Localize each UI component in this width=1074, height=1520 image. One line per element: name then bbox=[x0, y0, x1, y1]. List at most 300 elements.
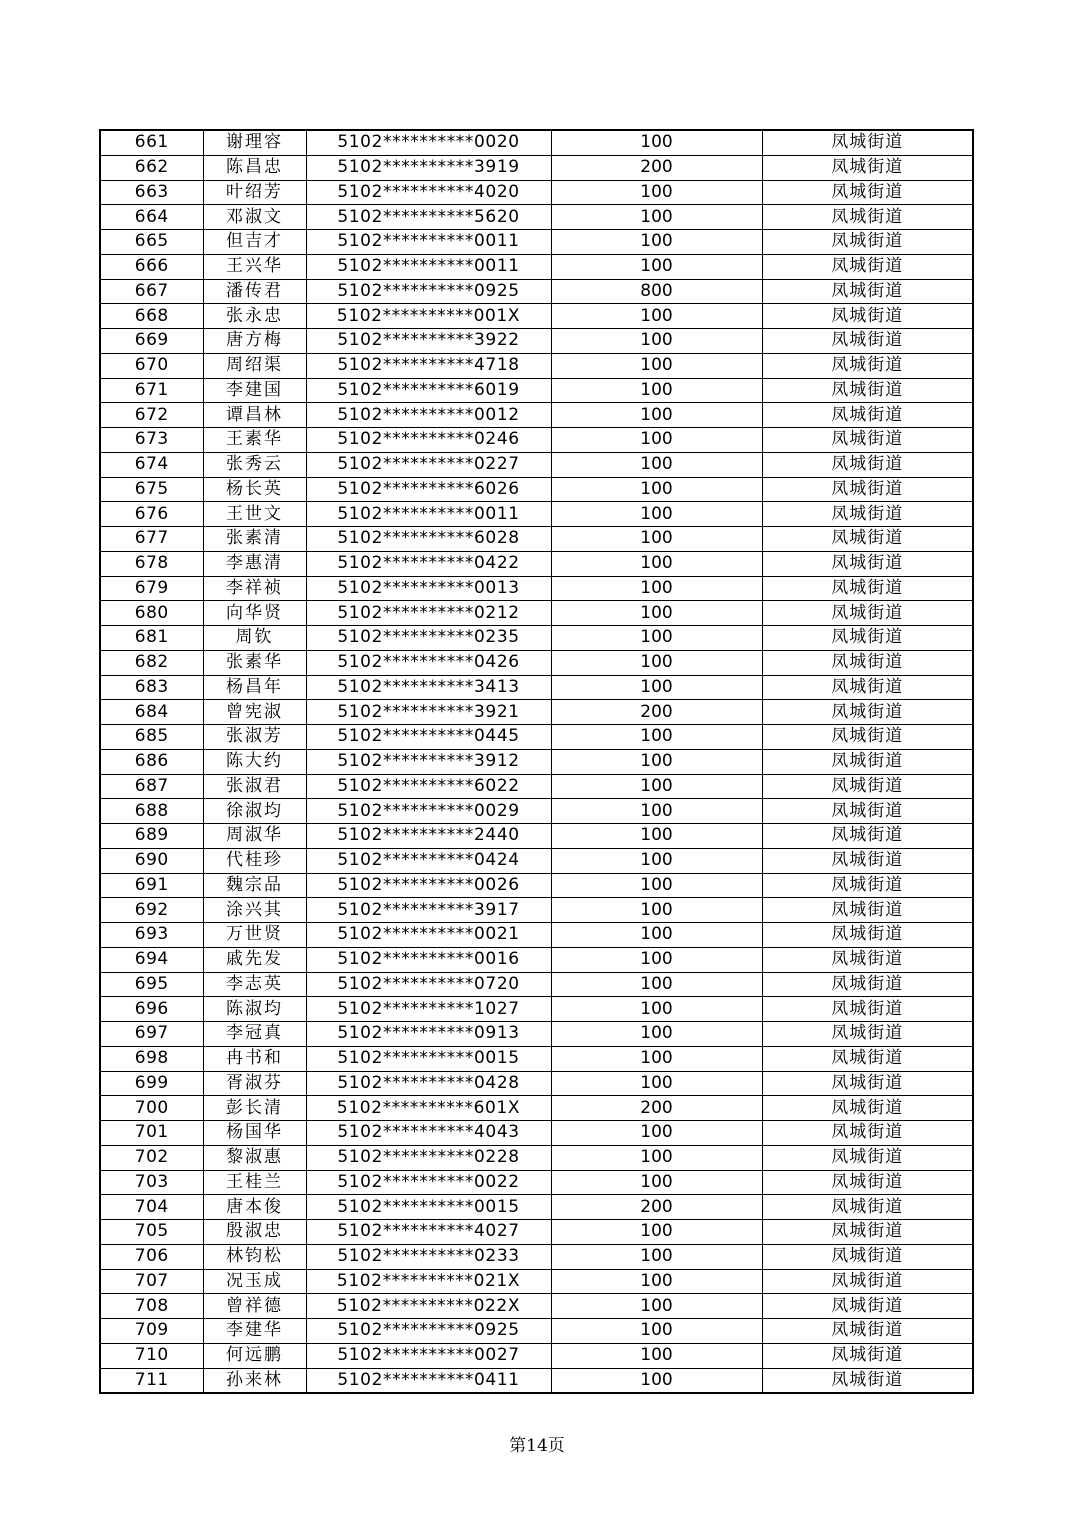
row-number-cell: 699 bbox=[100, 1071, 203, 1096]
name-cell: 徐淑均 bbox=[203, 799, 306, 824]
table-row bbox=[100, 1195, 973, 1220]
district-cell: 凤城街道 bbox=[762, 650, 973, 675]
district-cell: 凤城街道 bbox=[762, 1170, 973, 1195]
name-cell: 彭长清 bbox=[203, 1096, 306, 1121]
row-number-cell: 682 bbox=[100, 650, 203, 675]
table-row bbox=[100, 452, 973, 477]
row-number-cell: 697 bbox=[100, 1022, 203, 1047]
name-cell: 孙来林 bbox=[203, 1368, 306, 1393]
table-row bbox=[100, 1071, 973, 1096]
name-cell: 杨长英 bbox=[203, 477, 306, 502]
district-cell: 凤城街道 bbox=[762, 527, 973, 552]
row-number-cell: 686 bbox=[100, 749, 203, 774]
name-cell: 陈淑均 bbox=[203, 997, 306, 1022]
id-number-cell: 5102**********0027 bbox=[306, 1343, 551, 1368]
id-number-cell: 5102**********601X bbox=[306, 1096, 551, 1121]
amount-cell: 100 bbox=[551, 1244, 762, 1269]
id-number-cell: 5102**********0022 bbox=[306, 1170, 551, 1195]
row-number-cell: 687 bbox=[100, 774, 203, 799]
id-number-cell: 5102**********0011 bbox=[306, 254, 551, 279]
id-number-cell: 5102**********0016 bbox=[306, 947, 551, 972]
amount-cell: 200 bbox=[551, 700, 762, 725]
id-number-cell: 5102**********0925 bbox=[306, 1319, 551, 1344]
row-number-cell: 676 bbox=[100, 502, 203, 527]
table-row bbox=[100, 824, 973, 849]
records-table-body bbox=[100, 130, 973, 1393]
amount-cell: 800 bbox=[551, 279, 762, 304]
table-row bbox=[100, 1121, 973, 1146]
amount-cell: 100 bbox=[551, 1269, 762, 1294]
table-row bbox=[100, 1319, 973, 1344]
id-number-cell: 5102**********4718 bbox=[306, 353, 551, 378]
row-number-cell: 669 bbox=[100, 329, 203, 354]
amount-cell: 100 bbox=[551, 130, 762, 155]
row-number-cell: 685 bbox=[100, 725, 203, 750]
name-cell: 林钧松 bbox=[203, 1244, 306, 1269]
row-number-cell: 703 bbox=[100, 1170, 203, 1195]
table-row bbox=[100, 130, 973, 155]
table-row bbox=[100, 873, 973, 898]
name-cell: 向华贤 bbox=[203, 601, 306, 626]
district-cell: 凤城街道 bbox=[762, 1071, 973, 1096]
table-row bbox=[100, 997, 973, 1022]
id-number-cell: 5102**********0015 bbox=[306, 1195, 551, 1220]
district-cell: 凤城街道 bbox=[762, 1096, 973, 1121]
amount-cell: 200 bbox=[551, 1195, 762, 1220]
table-row bbox=[100, 180, 973, 205]
amount-cell: 100 bbox=[551, 180, 762, 205]
row-number-cell: 710 bbox=[100, 1343, 203, 1368]
amount-cell: 100 bbox=[551, 378, 762, 403]
amount-cell: 100 bbox=[551, 675, 762, 700]
name-cell: 王桂兰 bbox=[203, 1170, 306, 1195]
row-number-cell: 692 bbox=[100, 898, 203, 923]
district-cell: 凤城街道 bbox=[762, 304, 973, 329]
id-number-cell: 5102**********0426 bbox=[306, 650, 551, 675]
table-row bbox=[100, 1368, 973, 1393]
amount-cell: 100 bbox=[551, 304, 762, 329]
id-number-cell: 5102**********6019 bbox=[306, 378, 551, 403]
name-cell: 周淑华 bbox=[203, 824, 306, 849]
id-number-cell: 5102**********0020 bbox=[306, 130, 551, 155]
district-cell: 凤城街道 bbox=[762, 1269, 973, 1294]
row-number-cell: 677 bbox=[100, 527, 203, 552]
id-number-cell: 5102**********0246 bbox=[306, 428, 551, 453]
row-number-cell: 680 bbox=[100, 601, 203, 626]
row-number-cell: 664 bbox=[100, 205, 203, 230]
district-cell: 凤城街道 bbox=[762, 824, 973, 849]
row-number-cell: 698 bbox=[100, 1046, 203, 1071]
name-cell: 张素清 bbox=[203, 527, 306, 552]
amount-cell: 200 bbox=[551, 155, 762, 180]
name-cell: 周钦 bbox=[203, 626, 306, 651]
id-number-cell: 5102**********6022 bbox=[306, 774, 551, 799]
district-cell: 凤城街道 bbox=[762, 329, 973, 354]
id-number-cell: 5102**********0925 bbox=[306, 279, 551, 304]
table-row bbox=[100, 972, 973, 997]
district-cell: 凤城街道 bbox=[762, 279, 973, 304]
table-row bbox=[100, 155, 973, 180]
name-cell: 李建国 bbox=[203, 378, 306, 403]
name-cell: 况玉成 bbox=[203, 1269, 306, 1294]
district-cell: 凤城街道 bbox=[762, 230, 973, 255]
amount-cell: 100 bbox=[551, 626, 762, 651]
amount-cell: 100 bbox=[551, 601, 762, 626]
amount-cell: 100 bbox=[551, 1319, 762, 1344]
table-row bbox=[100, 1220, 973, 1245]
table-row bbox=[100, 477, 973, 502]
district-cell: 凤城街道 bbox=[762, 551, 973, 576]
id-number-cell: 5102**********0012 bbox=[306, 403, 551, 428]
table-row bbox=[100, 774, 973, 799]
district-cell: 凤城街道 bbox=[762, 378, 973, 403]
district-cell: 凤城街道 bbox=[762, 997, 973, 1022]
district-cell: 凤城街道 bbox=[762, 353, 973, 378]
row-number-cell: 705 bbox=[100, 1220, 203, 1245]
id-number-cell: 5102**********5620 bbox=[306, 205, 551, 230]
district-cell: 凤城街道 bbox=[762, 873, 973, 898]
row-number-cell: 695 bbox=[100, 972, 203, 997]
amount-cell: 100 bbox=[551, 1170, 762, 1195]
row-number-cell: 708 bbox=[100, 1294, 203, 1319]
name-cell: 万世贤 bbox=[203, 923, 306, 948]
row-number-cell: 665 bbox=[100, 230, 203, 255]
name-cell: 但吉才 bbox=[203, 230, 306, 255]
amount-cell: 100 bbox=[551, 947, 762, 972]
records-table bbox=[99, 129, 974, 1394]
district-cell: 凤城街道 bbox=[762, 626, 973, 651]
id-number-cell: 5102**********0021 bbox=[306, 923, 551, 948]
table-row bbox=[100, 848, 973, 873]
table-row bbox=[100, 551, 973, 576]
amount-cell: 100 bbox=[551, 477, 762, 502]
district-cell: 凤城街道 bbox=[762, 1195, 973, 1220]
district-cell: 凤城街道 bbox=[762, 1294, 973, 1319]
amount-cell: 100 bbox=[551, 428, 762, 453]
row-number-cell: 674 bbox=[100, 452, 203, 477]
id-number-cell: 5102**********3921 bbox=[306, 700, 551, 725]
table-row bbox=[100, 576, 973, 601]
table-row bbox=[100, 1145, 973, 1170]
table-row bbox=[100, 1022, 973, 1047]
table-row bbox=[100, 799, 973, 824]
district-cell: 凤城街道 bbox=[762, 180, 973, 205]
district-cell: 凤城街道 bbox=[762, 1046, 973, 1071]
id-number-cell: 5102**********0422 bbox=[306, 551, 551, 576]
district-cell: 凤城街道 bbox=[762, 675, 973, 700]
row-number-cell: 675 bbox=[100, 477, 203, 502]
amount-cell: 100 bbox=[551, 1071, 762, 1096]
table-row bbox=[100, 700, 973, 725]
table-row bbox=[100, 254, 973, 279]
row-number-cell: 662 bbox=[100, 155, 203, 180]
table-row bbox=[100, 1343, 973, 1368]
table-row bbox=[100, 403, 973, 428]
table-row bbox=[100, 1294, 973, 1319]
amount-cell: 100 bbox=[551, 576, 762, 601]
row-number-cell: 694 bbox=[100, 947, 203, 972]
name-cell: 张素华 bbox=[203, 650, 306, 675]
name-cell: 李建华 bbox=[203, 1319, 306, 1344]
district-cell: 凤城街道 bbox=[762, 799, 973, 824]
id-number-cell: 5102**********0011 bbox=[306, 230, 551, 255]
name-cell: 杨国华 bbox=[203, 1121, 306, 1146]
table-row bbox=[100, 626, 973, 651]
row-number-cell: 663 bbox=[100, 180, 203, 205]
name-cell: 王兴华 bbox=[203, 254, 306, 279]
amount-cell: 100 bbox=[551, 452, 762, 477]
amount-cell: 100 bbox=[551, 923, 762, 948]
district-cell: 凤城街道 bbox=[762, 725, 973, 750]
district-cell: 凤城街道 bbox=[762, 1145, 973, 1170]
id-number-cell: 5102**********0424 bbox=[306, 848, 551, 873]
table-row bbox=[100, 749, 973, 774]
table-row bbox=[100, 650, 973, 675]
row-number-cell: 707 bbox=[100, 1269, 203, 1294]
id-number-cell: 5102**********3922 bbox=[306, 329, 551, 354]
table-row bbox=[100, 923, 973, 948]
amount-cell: 100 bbox=[551, 1294, 762, 1319]
table-row bbox=[100, 898, 973, 923]
name-cell: 曾宪淑 bbox=[203, 700, 306, 725]
row-number-cell: 672 bbox=[100, 403, 203, 428]
name-cell: 张秀云 bbox=[203, 452, 306, 477]
amount-cell: 100 bbox=[551, 749, 762, 774]
name-cell: 谢理容 bbox=[203, 130, 306, 155]
page-number: 第14页 bbox=[509, 1436, 565, 1456]
district-cell: 凤城街道 bbox=[762, 205, 973, 230]
district-cell: 凤城街道 bbox=[762, 947, 973, 972]
table-row bbox=[100, 502, 973, 527]
name-cell: 戚先发 bbox=[203, 947, 306, 972]
id-number-cell: 5102**********022X bbox=[306, 1294, 551, 1319]
id-number-cell: 5102**********0227 bbox=[306, 452, 551, 477]
amount-cell: 100 bbox=[551, 1022, 762, 1047]
table-row bbox=[100, 675, 973, 700]
table-row bbox=[100, 230, 973, 255]
table-row bbox=[100, 428, 973, 453]
row-number-cell: 704 bbox=[100, 1195, 203, 1220]
amount-cell: 100 bbox=[551, 403, 762, 428]
district-cell: 凤城街道 bbox=[762, 502, 973, 527]
id-number-cell: 5102**********4027 bbox=[306, 1220, 551, 1245]
amount-cell: 100 bbox=[551, 997, 762, 1022]
district-cell: 凤城街道 bbox=[762, 1244, 973, 1269]
name-cell: 陈昌忠 bbox=[203, 155, 306, 180]
row-number-cell: 678 bbox=[100, 551, 203, 576]
district-cell: 凤城街道 bbox=[762, 1121, 973, 1146]
id-number-cell: 5102**********021X bbox=[306, 1269, 551, 1294]
district-cell: 凤城街道 bbox=[762, 1343, 973, 1368]
district-cell: 凤城街道 bbox=[762, 774, 973, 799]
table-row bbox=[100, 353, 973, 378]
row-number-cell: 683 bbox=[100, 675, 203, 700]
amount-cell: 100 bbox=[551, 1220, 762, 1245]
name-cell: 潘传君 bbox=[203, 279, 306, 304]
row-number-cell: 691 bbox=[100, 873, 203, 898]
amount-cell: 100 bbox=[551, 205, 762, 230]
name-cell: 杨昌年 bbox=[203, 675, 306, 700]
name-cell: 李志英 bbox=[203, 972, 306, 997]
name-cell: 张淑君 bbox=[203, 774, 306, 799]
amount-cell: 100 bbox=[551, 799, 762, 824]
row-number-cell: 696 bbox=[100, 997, 203, 1022]
amount-cell: 100 bbox=[551, 848, 762, 873]
name-cell: 曾祥德 bbox=[203, 1294, 306, 1319]
district-cell: 凤城街道 bbox=[762, 130, 973, 155]
id-number-cell: 5102**********0235 bbox=[306, 626, 551, 651]
name-cell: 冉书和 bbox=[203, 1046, 306, 1071]
id-number-cell: 5102**********0011 bbox=[306, 502, 551, 527]
amount-cell: 100 bbox=[551, 873, 762, 898]
district-cell: 凤城街道 bbox=[762, 972, 973, 997]
district-cell: 凤城街道 bbox=[762, 1022, 973, 1047]
table-row bbox=[100, 1046, 973, 1071]
table-row bbox=[100, 205, 973, 230]
table-row bbox=[100, 601, 973, 626]
table-row bbox=[100, 1244, 973, 1269]
id-number-cell: 5102**********0029 bbox=[306, 799, 551, 824]
amount-cell: 100 bbox=[551, 254, 762, 279]
table-row bbox=[100, 1096, 973, 1121]
table-row bbox=[100, 279, 973, 304]
row-number-cell: 709 bbox=[100, 1319, 203, 1344]
table-row bbox=[100, 947, 973, 972]
id-number-cell: 5102**********0026 bbox=[306, 873, 551, 898]
name-cell: 代桂珍 bbox=[203, 848, 306, 873]
name-cell: 邓淑文 bbox=[203, 205, 306, 230]
row-number-cell: 684 bbox=[100, 700, 203, 725]
row-number-cell: 666 bbox=[100, 254, 203, 279]
row-number-cell: 690 bbox=[100, 848, 203, 873]
name-cell: 何远鹏 bbox=[203, 1343, 306, 1368]
amount-cell: 100 bbox=[551, 1121, 762, 1146]
name-cell: 李祥祯 bbox=[203, 576, 306, 601]
id-number-cell: 5102**********0015 bbox=[306, 1046, 551, 1071]
id-number-cell: 5102**********3912 bbox=[306, 749, 551, 774]
row-number-cell: 688 bbox=[100, 799, 203, 824]
row-number-cell: 661 bbox=[100, 130, 203, 155]
district-cell: 凤城街道 bbox=[762, 452, 973, 477]
name-cell: 张永忠 bbox=[203, 304, 306, 329]
table-row bbox=[100, 304, 973, 329]
amount-cell: 100 bbox=[551, 551, 762, 576]
name-cell: 叶绍芳 bbox=[203, 180, 306, 205]
name-cell: 李冠真 bbox=[203, 1022, 306, 1047]
row-number-cell: 679 bbox=[100, 576, 203, 601]
district-cell: 凤城街道 bbox=[762, 576, 973, 601]
row-number-cell: 668 bbox=[100, 304, 203, 329]
district-cell: 凤城街道 bbox=[762, 403, 973, 428]
district-cell: 凤城街道 bbox=[762, 1368, 973, 1393]
district-cell: 凤城街道 bbox=[762, 749, 973, 774]
row-number-cell: 673 bbox=[100, 428, 203, 453]
amount-cell: 100 bbox=[551, 972, 762, 997]
amount-cell: 100 bbox=[551, 1343, 762, 1368]
amount-cell: 100 bbox=[551, 725, 762, 750]
name-cell: 王世文 bbox=[203, 502, 306, 527]
amount-cell: 100 bbox=[551, 230, 762, 255]
row-number-cell: 689 bbox=[100, 824, 203, 849]
id-number-cell: 5102**********3917 bbox=[306, 898, 551, 923]
row-number-cell: 700 bbox=[100, 1096, 203, 1121]
district-cell: 凤城街道 bbox=[762, 254, 973, 279]
amount-cell: 100 bbox=[551, 650, 762, 675]
name-cell: 张淑芳 bbox=[203, 725, 306, 750]
amount-cell: 100 bbox=[551, 824, 762, 849]
district-cell: 凤城街道 bbox=[762, 700, 973, 725]
id-number-cell: 5102**********0428 bbox=[306, 1071, 551, 1096]
id-number-cell: 5102**********3413 bbox=[306, 675, 551, 700]
row-number-cell: 670 bbox=[100, 353, 203, 378]
amount-cell: 100 bbox=[551, 774, 762, 799]
row-number-cell: 681 bbox=[100, 626, 203, 651]
id-number-cell: 5102**********0233 bbox=[306, 1244, 551, 1269]
name-cell: 唐方梅 bbox=[203, 329, 306, 354]
name-cell: 王素华 bbox=[203, 428, 306, 453]
district-cell: 凤城街道 bbox=[762, 898, 973, 923]
district-cell: 凤城街道 bbox=[762, 848, 973, 873]
name-cell: 涂兴其 bbox=[203, 898, 306, 923]
name-cell: 周绍渠 bbox=[203, 353, 306, 378]
table-row bbox=[100, 1269, 973, 1294]
id-number-cell: 5102**********0913 bbox=[306, 1022, 551, 1047]
id-number-cell: 5102**********0228 bbox=[306, 1145, 551, 1170]
id-number-cell: 5102**********4020 bbox=[306, 180, 551, 205]
name-cell: 陈大约 bbox=[203, 749, 306, 774]
district-cell: 凤城街道 bbox=[762, 601, 973, 626]
district-cell: 凤城街道 bbox=[762, 155, 973, 180]
id-number-cell: 5102**********6026 bbox=[306, 477, 551, 502]
amount-cell: 100 bbox=[551, 329, 762, 354]
amount-cell: 100 bbox=[551, 527, 762, 552]
amount-cell: 100 bbox=[551, 1145, 762, 1170]
name-cell: 殷淑忠 bbox=[203, 1220, 306, 1245]
row-number-cell: 701 bbox=[100, 1121, 203, 1146]
amount-cell: 200 bbox=[551, 1096, 762, 1121]
row-number-cell: 671 bbox=[100, 378, 203, 403]
amount-cell: 100 bbox=[551, 898, 762, 923]
name-cell: 谭昌林 bbox=[203, 403, 306, 428]
name-cell: 胥淑芬 bbox=[203, 1071, 306, 1096]
table-row bbox=[100, 527, 973, 552]
id-number-cell: 5102**********0720 bbox=[306, 972, 551, 997]
name-cell: 魏宗品 bbox=[203, 873, 306, 898]
row-number-cell: 667 bbox=[100, 279, 203, 304]
row-number-cell: 693 bbox=[100, 923, 203, 948]
amount-cell: 100 bbox=[551, 353, 762, 378]
district-cell: 凤城街道 bbox=[762, 477, 973, 502]
name-cell: 唐本俊 bbox=[203, 1195, 306, 1220]
row-number-cell: 706 bbox=[100, 1244, 203, 1269]
name-cell: 黎淑惠 bbox=[203, 1145, 306, 1170]
id-number-cell: 5102**********0212 bbox=[306, 601, 551, 626]
district-cell: 凤城街道 bbox=[762, 1220, 973, 1245]
id-number-cell: 5102**********001X bbox=[306, 304, 551, 329]
amount-cell: 100 bbox=[551, 502, 762, 527]
id-number-cell: 5102**********4043 bbox=[306, 1121, 551, 1146]
id-number-cell: 5102**********0445 bbox=[306, 725, 551, 750]
id-number-cell: 5102**********0411 bbox=[306, 1368, 551, 1393]
district-cell: 凤城街道 bbox=[762, 1319, 973, 1344]
row-number-cell: 711 bbox=[100, 1368, 203, 1393]
table-row bbox=[100, 1170, 973, 1195]
name-cell: 李惠清 bbox=[203, 551, 306, 576]
id-number-cell: 5102**********1027 bbox=[306, 997, 551, 1022]
table-row bbox=[100, 725, 973, 750]
table-row bbox=[100, 378, 973, 403]
id-number-cell: 5102**********3919 bbox=[306, 155, 551, 180]
